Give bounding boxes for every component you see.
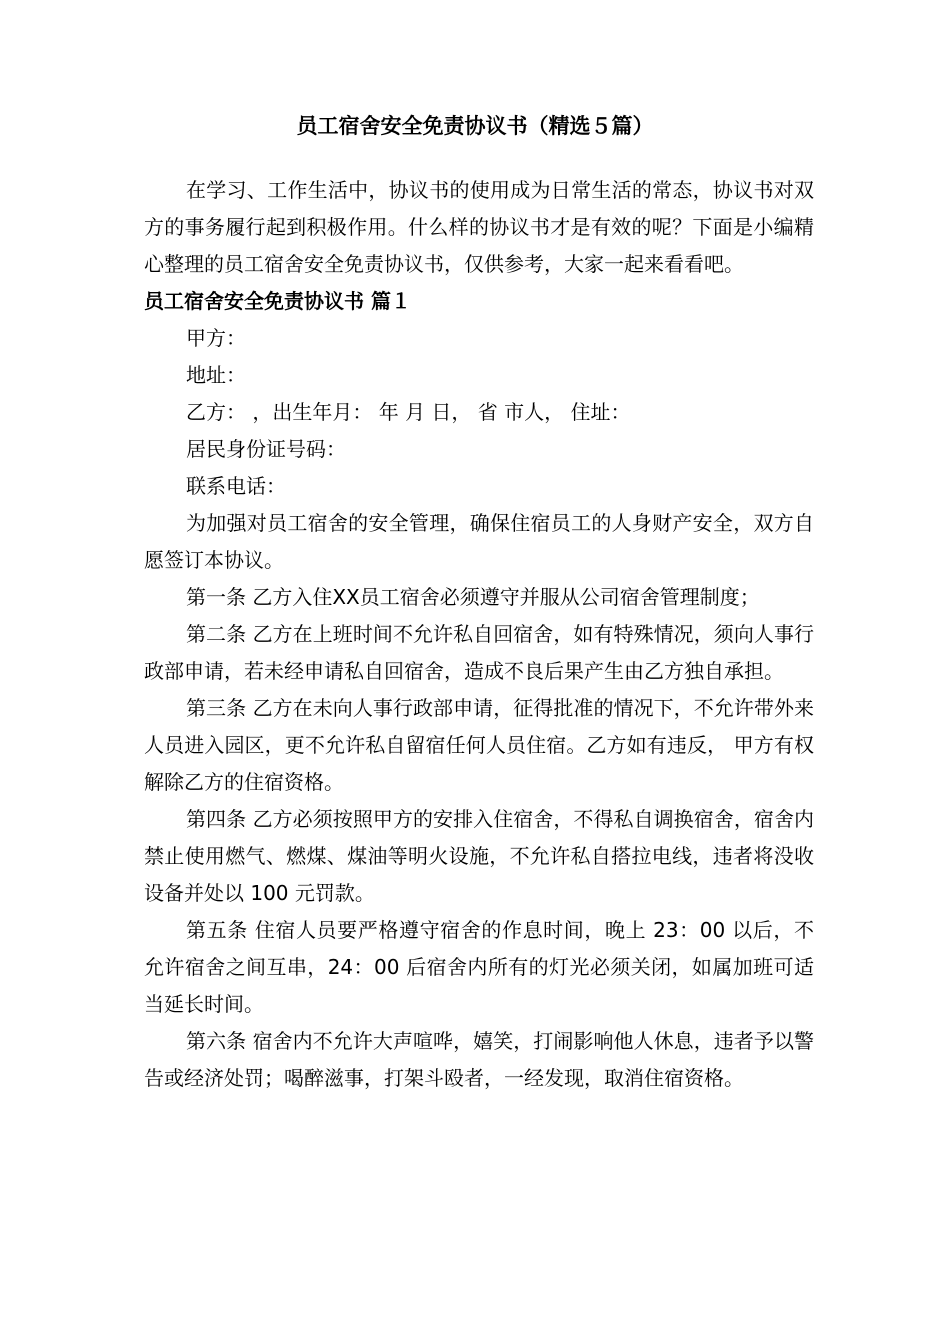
section-heading: 员工宿舍安全免责协议书 篇１ — [144, 289, 411, 313]
article-2: 第二条 乙方在上班时间不允许私自回宿舍，如有特殊情况，须向人事行政部申请，若未经申请私自回宿舍，造成不良后果产生由乙方独自承担。 — [144, 622, 814, 683]
party-b-field: 乙方： ，出生年月： 年 月 日， 省 市人， 住址： — [186, 400, 631, 424]
id-number-field: 居民身份证号码： — [186, 437, 346, 461]
article-4: 第四条 乙方必须按照甲方的安排入住宿舍，不得私自调换宿舍，宿舍内禁止使用燃气、燃煤、煤油等明火设施，不允许私自搭拉电线，违者将没收设备并处以 100 元罚款。 — [144, 807, 814, 905]
document-body — [144, 172, 814, 1097]
article-1: 第一条 乙方入住XX员工宿舍必须遵守并服从公司宿舍管理制度； — [186, 585, 760, 609]
intro-paragraph: 在学习、工作生活中，协议书的使用成为日常生活的常态，协议书对双方的事务履行起到积极作用。什么样的协议书才是有效的呢？下面是小编精心整理的员工宿舍安全免责协议书，仅供参考，大家一起来看看吧。 — [144, 178, 814, 276]
party-a-field: 甲方： — [186, 326, 246, 350]
purpose-paragraph: 为加强对员工宿舍的安全管理，确保住宿员工的人身财产安全，双方自愿签订本协议。 — [144, 511, 814, 572]
article-6: 第六条 宿舍内不允许大声喧哗，嬉笑，打闹影响他人休息，违者予以警告或经济处罚；喝醉滋事，打架斗殴者，一经发现，取消住宿资格。 — [144, 1029, 814, 1090]
document-title: 员工宿舍安全免责协议书（精选５篇） — [296, 114, 654, 138]
phone-field: 联系电话： — [186, 474, 286, 498]
address-field: 地址： — [186, 363, 246, 387]
article-5: 第五条 住宿人员要严格遵守宿舍的作息时间，晚上 23：00 以后，不允许宿舍之间互串，24：00 后宿舍内所有的灯光必须关闭，如属加班可适当延长时间。 — [144, 918, 814, 1016]
article-3: 第三条 乙方在未向人事行政部申请，征得批准的情况下，不允许带外来人员进入园区，更不允许私自留宿任何人员住宿。乙方如有违反， 甲方有权解除乙方的住宿资格。 — [144, 696, 814, 794]
